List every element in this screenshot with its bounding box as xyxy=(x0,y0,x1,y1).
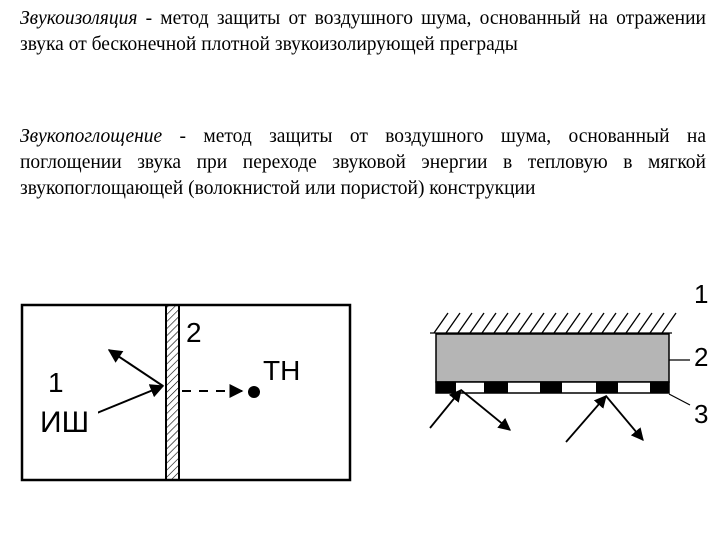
leader-line-3 xyxy=(669,394,690,405)
definition-sound-absorption-text: - метод защиты от воздушного шума, основанный на поглощении звука при переходе звуковой энергии в тепловую в мягкой звукопоглощающей (волокнистой или пористой) конструкции xyxy=(20,126,706,199)
term-soundproofing: Звукоизоляция xyxy=(20,8,138,29)
reflected-ray xyxy=(109,350,163,386)
term-sound-absorption: Звукопоглощение xyxy=(20,126,163,147)
reflected-ray-b xyxy=(606,396,643,440)
definition-soundproofing-text: - метод защиты от воздушного шума, основанный на отражении звука от бесконечной плотной звукоизолирующей преграды xyxy=(20,8,706,55)
incident-ray-a xyxy=(430,390,461,428)
barrier-wall xyxy=(166,305,179,480)
label-2-right: 2 xyxy=(694,342,709,372)
label-2: 2 xyxy=(186,317,202,348)
label-1: 1 xyxy=(48,367,64,398)
point-dot xyxy=(248,386,260,398)
label-3-right: 3 xyxy=(694,399,709,429)
incident-ray-b xyxy=(566,396,606,442)
ceiling-hatching xyxy=(430,313,676,333)
soundproofing-diagram xyxy=(22,305,350,480)
reflected-ray-a xyxy=(461,390,510,430)
source-label: ИШ xyxy=(40,406,90,439)
incident-ray xyxy=(92,386,163,415)
label-1-right: 1 xyxy=(694,279,709,309)
absorbing-panel xyxy=(436,334,669,382)
sound-absorption-diagram xyxy=(430,279,708,442)
point-label: ТН xyxy=(263,355,301,386)
